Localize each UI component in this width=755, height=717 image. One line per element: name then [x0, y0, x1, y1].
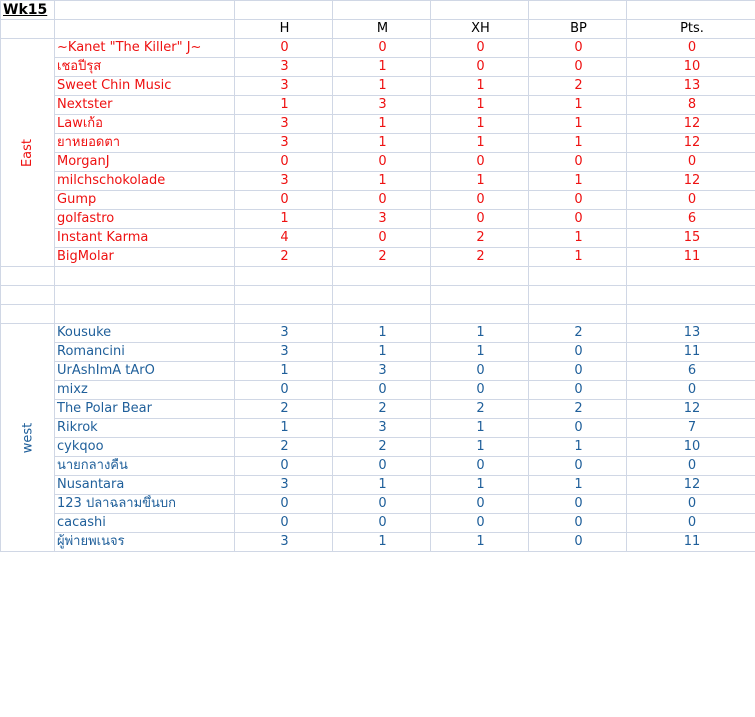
xh-cell[interactable]: 0	[431, 39, 529, 58]
empty-cell[interactable]	[333, 1, 431, 20]
bp-cell[interactable]: 1	[529, 172, 627, 191]
player-name-cell[interactable]: ยาหยอดตา	[55, 134, 235, 153]
empty-cell[interactable]	[235, 286, 333, 305]
h-cell[interactable]: 3	[235, 476, 333, 495]
xh-cell[interactable]: 1	[431, 96, 529, 115]
m-cell[interactable]: 1	[333, 58, 431, 77]
h-cell[interactable]: 2	[235, 400, 333, 419]
m-cell[interactable]: 0	[333, 39, 431, 58]
pts-cell[interactable]: 10	[627, 58, 755, 77]
pts-cell[interactable]: 7	[627, 419, 755, 438]
empty-cell[interactable]	[529, 286, 627, 305]
player-name-cell[interactable]: 123 ปลาฉลามขึ้นบก	[55, 495, 235, 514]
player-name-cell[interactable]: Kousuke	[55, 324, 235, 343]
player-name-cell[interactable]: Gump	[55, 191, 235, 210]
header-row	[1, 20, 755, 39]
bp-cell[interactable]: 2	[529, 324, 627, 343]
table-row	[1, 362, 755, 381]
empty-cell[interactable]	[627, 1, 755, 20]
title-row	[1, 1, 755, 20]
m-cell[interactable]: 0	[333, 381, 431, 400]
xh-cell[interactable]: 0	[431, 514, 529, 533]
player-name-cell[interactable]: UrAshImA tArO	[55, 362, 235, 381]
m-cell[interactable]: 0	[333, 495, 431, 514]
player-name-cell[interactable]: The Polar Bear	[55, 400, 235, 419]
bp-cell[interactable]: 1	[529, 134, 627, 153]
player-name-cell[interactable]: cacashi	[55, 514, 235, 533]
bp-cell[interactable]: 1	[529, 248, 627, 267]
m-cell[interactable]: 1	[333, 172, 431, 191]
pts-cell[interactable]: 10	[627, 438, 755, 457]
empty-cell[interactable]	[431, 286, 529, 305]
player-name-cell[interactable]: เชอปีรุส	[55, 58, 235, 77]
h-cell[interactable]: 0	[235, 381, 333, 400]
table-row	[1, 495, 755, 514]
m-cell[interactable]: 0	[333, 153, 431, 172]
h-cell[interactable]: 3	[235, 343, 333, 362]
pts-cell[interactable]: 0	[627, 191, 755, 210]
pts-cell[interactable]: 0	[627, 514, 755, 533]
table-row	[1, 153, 755, 172]
bp-cell[interactable]: 0	[529, 514, 627, 533]
bp-cell[interactable]: 0	[529, 153, 627, 172]
xh-cell[interactable]: 2	[431, 400, 529, 419]
table-row	[1, 96, 755, 115]
table-row	[1, 58, 755, 77]
pts-cell[interactable]: 11	[627, 248, 755, 267]
m-cell[interactable]: 1	[333, 77, 431, 96]
table-row	[1, 115, 755, 134]
m-cell[interactable]: 3	[333, 362, 431, 381]
empty-cell[interactable]	[529, 1, 627, 20]
header-pts[interactable]: Pts.	[627, 20, 755, 39]
xh-cell[interactable]: 1	[431, 115, 529, 134]
m-cell[interactable]: 0	[333, 229, 431, 248]
pts-cell[interactable]: 0	[627, 153, 755, 172]
xh-cell[interactable]: 0	[431, 58, 529, 77]
empty-cell[interactable]	[1, 286, 55, 305]
pts-cell[interactable]: 12	[627, 115, 755, 134]
bp-cell[interactable]: 1	[529, 96, 627, 115]
table-row	[1, 172, 755, 191]
empty-row	[1, 305, 755, 324]
m-cell[interactable]: 1	[333, 343, 431, 362]
bp-cell[interactable]: 0	[529, 419, 627, 438]
west-group-label: west	[20, 422, 36, 453]
h-cell[interactable]: 1	[235, 96, 333, 115]
player-name-cell[interactable]: MorganJ	[55, 153, 235, 172]
h-cell[interactable]: 3	[235, 115, 333, 134]
table-row	[1, 419, 755, 438]
xh-cell[interactable]: 1	[431, 438, 529, 457]
empty-cell[interactable]	[333, 286, 431, 305]
h-cell[interactable]: 3	[235, 77, 333, 96]
xh-cell[interactable]: 0	[431, 381, 529, 400]
table-body	[1, 1, 755, 552]
empty-cell[interactable]	[431, 305, 529, 324]
player-name-cell[interactable]: Sweet Chin Music	[55, 77, 235, 96]
m-cell[interactable]: 0	[333, 191, 431, 210]
empty-cell[interactable]	[529, 305, 627, 324]
player-name-cell[interactable]: ผู้พ่ายพเนจร	[55, 533, 235, 552]
pts-cell[interactable]: 13	[627, 324, 755, 343]
east-group-label: East	[20, 138, 36, 167]
m-cell[interactable]: 1	[333, 134, 431, 153]
player-name-cell[interactable]: ~Kanet "The Killer" J~	[55, 39, 235, 58]
h-cell[interactable]: 1	[235, 419, 333, 438]
m-cell[interactable]: 1	[333, 115, 431, 134]
table-row	[1, 39, 755, 58]
m-cell[interactable]: 0	[333, 514, 431, 533]
empty-cell[interactable]	[235, 267, 333, 286]
xh-cell[interactable]: 1	[431, 324, 529, 343]
empty-cell[interactable]	[1, 267, 55, 286]
table-row	[1, 438, 755, 457]
xh-cell[interactable]: 0	[431, 153, 529, 172]
table-row	[1, 476, 755, 495]
h-cell[interactable]: 0	[235, 457, 333, 476]
xh-cell[interactable]: 1	[431, 77, 529, 96]
xh-cell[interactable]: 2	[431, 248, 529, 267]
empty-cell[interactable]	[627, 267, 755, 286]
empty-cell[interactable]	[235, 1, 333, 20]
pts-cell[interactable]: 6	[627, 362, 755, 381]
bp-cell[interactable]: 0	[529, 39, 627, 58]
player-name-cell[interactable]: Nusantara	[55, 476, 235, 495]
pts-cell[interactable]: 12	[627, 400, 755, 419]
header-h[interactable]: H	[235, 20, 333, 39]
xh-cell[interactable]: 1	[431, 419, 529, 438]
player-name-cell[interactable]: Instant Karma	[55, 229, 235, 248]
empty-cell[interactable]	[431, 267, 529, 286]
table-row	[1, 381, 755, 400]
pts-cell[interactable]: 15	[627, 229, 755, 248]
h-cell[interactable]: 3	[235, 172, 333, 191]
pts-cell[interactable]: 6	[627, 210, 755, 229]
h-cell[interactable]: 0	[235, 153, 333, 172]
bp-cell[interactable]: 0	[529, 533, 627, 552]
xh-cell[interactable]: 0	[431, 210, 529, 229]
week-title[interactable]: Wk15	[1, 1, 55, 20]
bp-cell[interactable]: 1	[529, 115, 627, 134]
xh-cell[interactable]: 1	[431, 134, 529, 153]
m-cell[interactable]: 3	[333, 419, 431, 438]
bp-cell[interactable]: 0	[529, 191, 627, 210]
xh-cell[interactable]: 2	[431, 229, 529, 248]
header-xh[interactable]: XH	[431, 20, 529, 39]
empty-cell[interactable]	[1, 20, 55, 39]
m-cell[interactable]: 1	[333, 324, 431, 343]
table-row	[1, 400, 755, 419]
pts-cell[interactable]: 11	[627, 343, 755, 362]
east-group-label-cell[interactable]	[1, 39, 55, 267]
empty-cell[interactable]	[1, 305, 55, 324]
table-row	[1, 77, 755, 96]
bp-cell[interactable]: 1	[529, 476, 627, 495]
h-cell[interactable]: 3	[235, 324, 333, 343]
table-row	[1, 134, 755, 153]
h-cell[interactable]: 4	[235, 229, 333, 248]
xh-cell[interactable]: 0	[431, 362, 529, 381]
pts-cell[interactable]: 0	[627, 495, 755, 514]
xh-cell[interactable]: 1	[431, 476, 529, 495]
m-cell[interactable]: 2	[333, 438, 431, 457]
empty-cell[interactable]	[55, 267, 235, 286]
empty-cell[interactable]	[627, 305, 755, 324]
bp-cell[interactable]: 2	[529, 400, 627, 419]
empty-cell[interactable]	[333, 305, 431, 324]
h-cell[interactable]: 2	[235, 438, 333, 457]
empty-cell[interactable]	[333, 267, 431, 286]
bp-cell[interactable]: 0	[529, 381, 627, 400]
player-name-cell[interactable]: Rikrok	[55, 419, 235, 438]
pts-cell[interactable]: 13	[627, 77, 755, 96]
h-cell[interactable]: 3	[235, 58, 333, 77]
h-cell[interactable]: 2	[235, 248, 333, 267]
h-cell[interactable]: 0	[235, 39, 333, 58]
pts-cell[interactable]: 12	[627, 476, 755, 495]
h-cell[interactable]: 1	[235, 362, 333, 381]
bp-cell[interactable]: 0	[529, 457, 627, 476]
player-name-cell[interactable]: milchschokolade	[55, 172, 235, 191]
player-name-cell[interactable]: cykqoo	[55, 438, 235, 457]
table-row	[1, 343, 755, 362]
player-name-cell[interactable]: นายกลางคืน	[55, 457, 235, 476]
bp-cell[interactable]: 0	[529, 362, 627, 381]
xh-cell[interactable]: 1	[431, 533, 529, 552]
h-cell[interactable]: 3	[235, 134, 333, 153]
m-cell[interactable]: 0	[333, 457, 431, 476]
xh-cell[interactable]: 1	[431, 172, 529, 191]
m-cell[interactable]: 3	[333, 96, 431, 115]
empty-cell[interactable]	[529, 267, 627, 286]
m-cell[interactable]: 2	[333, 400, 431, 419]
empty-row	[1, 286, 755, 305]
table-row	[1, 533, 755, 552]
player-name-cell[interactable]: golfastro	[55, 210, 235, 229]
bp-cell[interactable]: 2	[529, 77, 627, 96]
player-name-cell[interactable]: mixz	[55, 381, 235, 400]
empty-cell[interactable]	[55, 305, 235, 324]
table-row	[1, 514, 755, 533]
pts-cell[interactable]: 0	[627, 381, 755, 400]
table-row	[1, 210, 755, 229]
player-name-cell[interactable]: Nextster	[55, 96, 235, 115]
pts-cell[interactable]: 0	[627, 457, 755, 476]
player-name-cell[interactable]: BigMolar	[55, 248, 235, 267]
bp-cell[interactable]: 0	[529, 210, 627, 229]
xh-cell[interactable]: 0	[431, 495, 529, 514]
h-cell[interactable]: 0	[235, 191, 333, 210]
bp-cell[interactable]: 0	[529, 343, 627, 362]
h-cell[interactable]: 0	[235, 495, 333, 514]
h-cell[interactable]: 1	[235, 210, 333, 229]
table-row	[1, 324, 755, 343]
bp-cell[interactable]: 0	[529, 495, 627, 514]
xh-cell[interactable]: 1	[431, 343, 529, 362]
empty-row	[1, 267, 755, 286]
h-cell[interactable]: 3	[235, 533, 333, 552]
player-name-cell[interactable]: Romancini	[55, 343, 235, 362]
header-bp[interactable]: BP	[529, 20, 627, 39]
bp-cell[interactable]: 1	[529, 438, 627, 457]
xh-cell[interactable]: 0	[431, 191, 529, 210]
player-name-cell[interactable]: Lawเก้อ	[55, 115, 235, 134]
pts-cell[interactable]: 0	[627, 39, 755, 58]
m-cell[interactable]: 3	[333, 210, 431, 229]
pts-cell[interactable]: 11	[627, 533, 755, 552]
table-row	[1, 457, 755, 476]
empty-cell[interactable]	[235, 305, 333, 324]
table-row	[1, 191, 755, 210]
empty-cell[interactable]	[55, 20, 235, 39]
empty-cell[interactable]	[627, 286, 755, 305]
h-cell[interactable]: 0	[235, 514, 333, 533]
pts-cell[interactable]: 8	[627, 96, 755, 115]
pts-cell[interactable]: 12	[627, 134, 755, 153]
bp-cell[interactable]: 1	[529, 229, 627, 248]
west-group-label-cell[interactable]	[1, 324, 55, 552]
m-cell[interactable]: 1	[333, 533, 431, 552]
empty-cell[interactable]	[55, 1, 235, 20]
xh-cell[interactable]: 0	[431, 457, 529, 476]
header-m[interactable]: M	[333, 20, 431, 39]
empty-cell[interactable]	[431, 1, 529, 20]
table-row	[1, 248, 755, 267]
m-cell[interactable]: 2	[333, 248, 431, 267]
pts-cell[interactable]: 12	[627, 172, 755, 191]
empty-cell[interactable]	[55, 286, 235, 305]
m-cell[interactable]: 1	[333, 476, 431, 495]
table-row	[1, 229, 755, 248]
bp-cell[interactable]: 0	[529, 58, 627, 77]
